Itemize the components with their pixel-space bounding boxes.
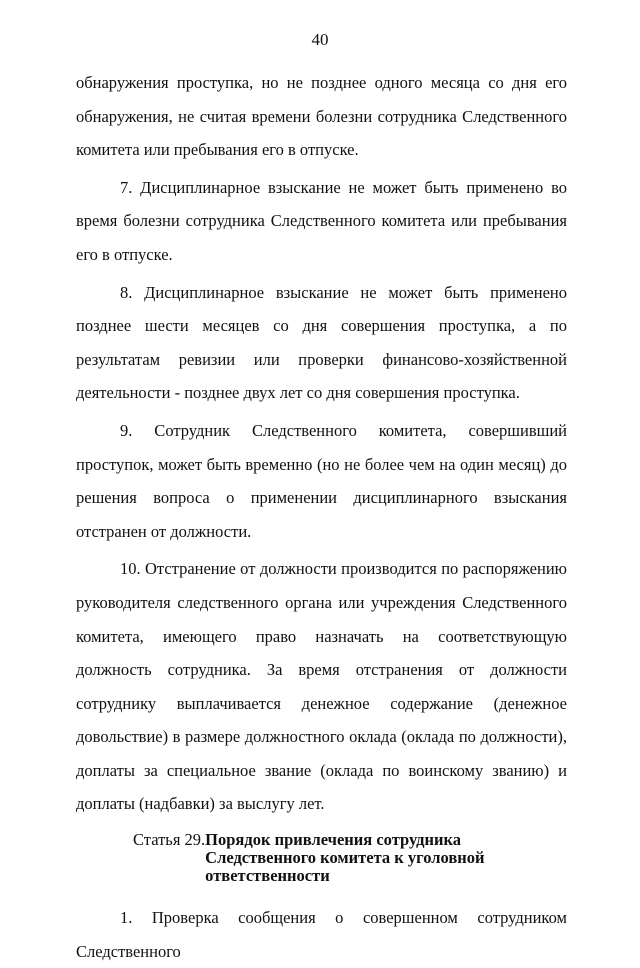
paragraph-9: 9. Сотрудник Следственного комитета, совершивший проступок, может быть временно (но не более чем на один месяц) до решения вопроса о применении дисциплинарного взыскания отстранен от должности.: [76, 420, 567, 541]
paragraph-8: 8. Дисциплинарное взыскание не может быть применено позднее шести месяцев со дня совершения проступка, а по результатам ревизии или проверки финансово-хозяйственной деятельности - позднее двух лет со дня совершения проступка.: [76, 282, 567, 403]
paragraph-continuation: обнаружения проступка, но не позднее одного месяца со дня его обнаружения, не считая времени болезни сотрудника Следственного комитета или пребывания его в отпуске.: [76, 73, 567, 160]
article-heading: [76, 831, 567, 885]
paragraph-10: 10. Отстранение от должности производится по распоряжению руководителя следственного органа или учреждения Следственного комитета, имеющего право назначать на соответствующую должность сотрудника. За время отстранения от должности сотруднику выплачивается денежное содержание (денежное довольствие) в размере должностного оклада (оклада по должности), доплаты за специальное звание (оклада по воинскому званию) и доплаты (надбавки) за выслугу лет.: [76, 559, 567, 814]
paragraph-29-1: 1. Проверка сообщения о совершенном сотрудником Следственного: [76, 908, 567, 961]
article-title: Порядок привлечения сотрудника Следственного комитета к уголовной ответственности: [205, 830, 485, 886]
document-body: [76, 66, 567, 968]
page-number: 40: [311, 30, 329, 49]
article-number: Статья 29.: [133, 830, 206, 850]
paragraph-7: 7. Дисциплинарное взыскание не может быть применено во время болезни сотрудника Следственного комитета или пребывания его в отпуске.: [76, 177, 567, 264]
